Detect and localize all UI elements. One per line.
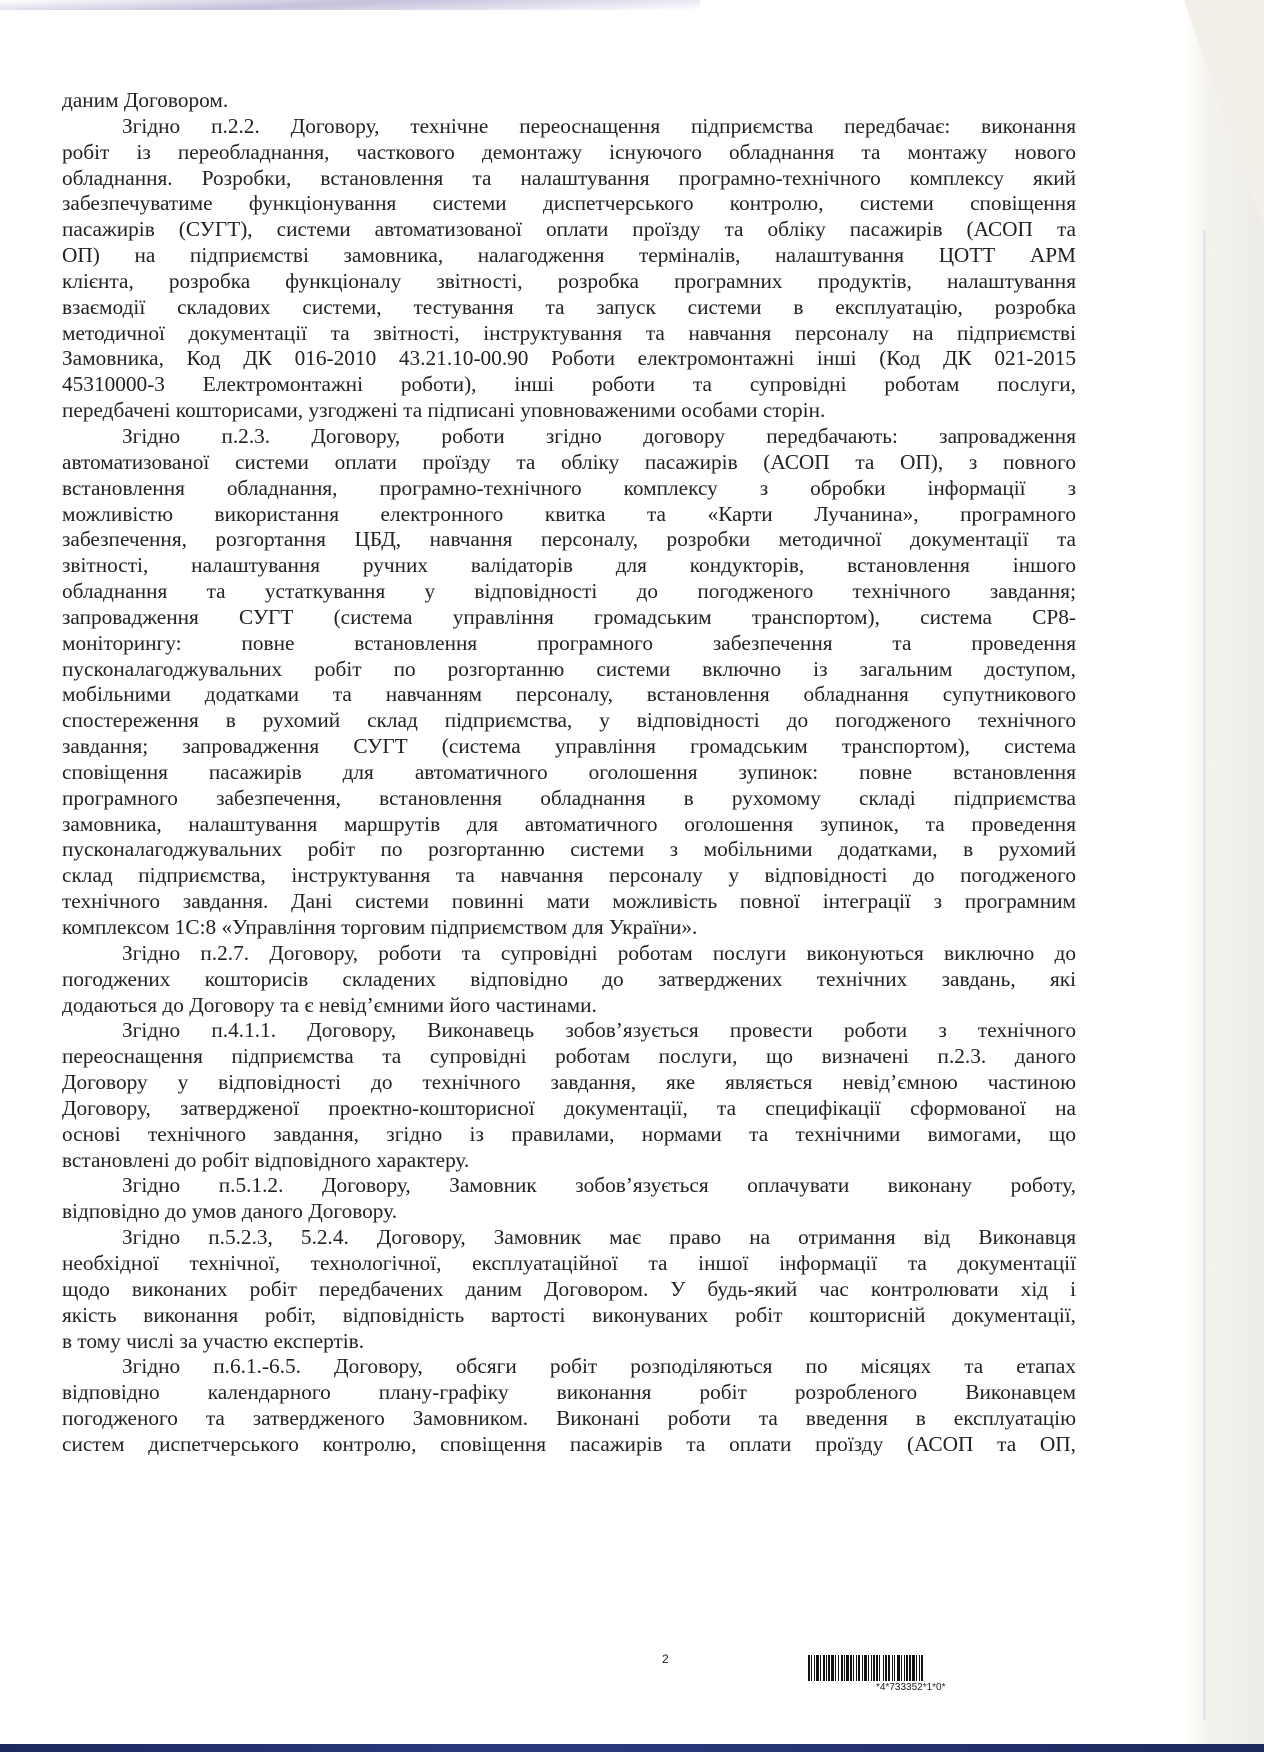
text-line: комплексом 1С:8 «Управління торговим підприємством для України». — [62, 915, 698, 939]
text-line: робіт із переобладнання, часткового демонтажу існуючого обладнання та монтажу нового — [62, 139, 1076, 164]
text-line: даним Договором. — [62, 88, 229, 112]
text-line: Згідно п.2.7. Договору, роботи та супровідні роботам послуги виконуються виключно до — [122, 940, 1076, 965]
text-line: погоджених кошторисів складених відповідно до затверджених технічних завдань, які — [62, 966, 1076, 991]
text-line: переоснащення підприємства та супровідні роботам послуги, що визначені п.2.3. даного — [62, 1044, 1076, 1069]
text-line: методичної документації та звітності, інструктування та навчання персоналу на підприємстві — [62, 320, 1076, 345]
scan-edge-artifact — [0, 0, 700, 10]
text-line: забезпечення, розгортання ЦБД, навчання персоналу, розробки методичної документації та — [62, 527, 1076, 552]
text-line: в тому числі за участю експертів. — [62, 1328, 365, 1353]
text-line: основі технічного завдання, згідно із правилами, нормами та технічними вимогами, що — [62, 1121, 1076, 1146]
text-line: пусконалагоджувальних робіт по розгортанню системи включно із загальним доступом, — [62, 656, 1076, 681]
page-fold-line — [1203, 230, 1206, 1720]
text-line: спостереження в рухомий склад підприємства, у відповідності до погодженого технічного — [62, 708, 1076, 733]
page-corner-fold — [1184, 0, 1264, 230]
text-line: встановлення обладнання, програмно-технічного комплексу з обробки інформації з — [62, 475, 1076, 500]
text-line: замовника, налаштування маршрутів для автоматичного оголошення зупинок, та проведення — [62, 811, 1076, 836]
text-line: передбачені кошторисами, узгоджені та підписані уповноваженими особами сторін. — [62, 398, 826, 423]
text-line: систем диспетчерського контролю, сповіщення пасажирів та оплати проїзду (АСОП та ОП, — [62, 1431, 1076, 1456]
text-line: ОП) на підприємстві замовника, налагодження терміналів, налаштування ЦОТТ АРМ — [62, 243, 1076, 268]
barcode-bar — [923, 1655, 925, 1681]
barcode-text: *4*733352*1*0* — [876, 1682, 946, 1693]
text-line: додаються до Договору та є невід’ємними його частинами. — [62, 992, 597, 1017]
text-line: програмного забезпечення, встановлення обладнання в рухомому складі підприємства — [62, 785, 1076, 810]
text-line: необхідної технічної, технологічної, експлуатаційної та іншої інформації та документації — [62, 1250, 1076, 1275]
page-fold-shadow — [1184, 0, 1264, 1752]
document-body — [62, 88, 1076, 1458]
text-line: взаємодії складових системи, тестування та запуск системи в експлуатацію, розробка — [62, 294, 1076, 319]
text-line: пасажирів (СУГТ), системи автоматизованої оплати проїзду та обліку пасажирів (АСОП та — [62, 217, 1076, 242]
text-line: Договору у відповідності до технічного завдання, яке являється невід’ємною частиною — [62, 1070, 1076, 1095]
scan-bottom-edge — [0, 1744, 1264, 1752]
text-line: пусконалагоджувальних робіт по розгортанню системи з мобільними додатками, в рухомий — [62, 837, 1076, 862]
text-line: 45310000-3 Електромонтажні роботи), інші роботи та супровідні роботам послуги, — [62, 372, 1076, 397]
text-line: Згідно п.2.2. Договору, технічне переоснащення підприємства передбачає: виконання — [122, 113, 1076, 138]
text-line: щодо виконаних робіт передбачених даним Договором. У будь-який час контролювати хід і — [62, 1276, 1076, 1301]
text-line: Згідно п.2.3. Договору, роботи згідно договору передбачають: запровадження — [122, 423, 1076, 448]
barcode — [808, 1655, 1013, 1681]
page-number: 2 — [662, 1652, 669, 1666]
text-line: Згідно п.6.1.-6.5. Договору, обсяги робіт розподіляються по місяцях та етапах — [122, 1354, 1076, 1379]
text-line: технічного завдання. Дані системи повинні мати можливість повної інтеграції з програмним — [62, 889, 1076, 914]
text-line: встановлені до робіт відповідного характеру. — [62, 1147, 470, 1172]
text-line: обладнання. Розробки, встановлення та налаштування програмно-технічного комплексу який — [62, 165, 1076, 190]
text-line: якість виконання робіт, відповідність вартості виконуваних робіт кошторисній документації, — [62, 1302, 1076, 1327]
text-line: моніторингу: повне встановлення програмного забезпечення та проведення — [62, 630, 1076, 655]
text-line: сповіщення пасажирів для автоматичного оголошення зупинок: повне встановлення — [62, 759, 1076, 784]
text-line: звітності, налаштування ручних валідаторів для кондукторів, встановлення іншого — [62, 553, 1076, 578]
text-line: забезпечуватиме функціонування системи диспетчерського контролю, системи сповіщення — [62, 191, 1076, 216]
text-line: погодженого та затвердженого Замовником. Виконані роботи та введення в експлуатацію — [62, 1406, 1076, 1431]
text-line: Договору, затвердженої проектно-кошторисної документації, та специфікації сформованої на — [62, 1095, 1076, 1120]
text-line: Замовника, Код ДК 016-2010 43.21.10-00.90 Роботи електромонтажні інші (Код ДК 021-2015 — [62, 346, 1076, 371]
text-line: відповідно календарного плану-графіку виконання робіт розробленого Виконавцем — [62, 1380, 1076, 1405]
text-line: відповідно до умов даного Договору. — [62, 1199, 398, 1224]
text-line: завдання; запровадження СУГТ (система управління громадським транспортом), система — [62, 734, 1076, 759]
text-line: клієнта, розробка функціоналу звітності, розробка програмних продуктів, налаштування — [62, 268, 1076, 293]
text-line: запровадження СУГТ (система управління громадським транспортом), система СР8- — [62, 604, 1076, 629]
text-line: мобільними додатками та навчанням персоналу, встановлення обладнання супутникового — [62, 682, 1076, 707]
text-line: можливістю використання електронного квитка та «Карти Лучанина», програмного — [62, 501, 1076, 526]
text-line: склад підприємства, інструктування та навчання персоналу у відповідності до погодженого — [62, 863, 1076, 888]
text-line: Згідно п.5.1.2. Договору, Замовник зобов’язується оплачувати виконану роботу, — [122, 1173, 1076, 1198]
text-line: Згідно п.4.1.1. Договору, Виконавець зобов’язується провести роботи з технічного — [122, 1018, 1076, 1043]
text-line: Згідно п.5.2.3, 5.2.4. Договору, Замовник має право на отримання від Виконавця — [122, 1225, 1076, 1250]
text-line: автоматизованої системи оплати проїзду та обліку пасажирів (АСОП та ОП), з повного — [62, 449, 1076, 474]
text-line: обладнання та устаткування у відповідності до погодженого технічного завдання; — [62, 579, 1076, 604]
